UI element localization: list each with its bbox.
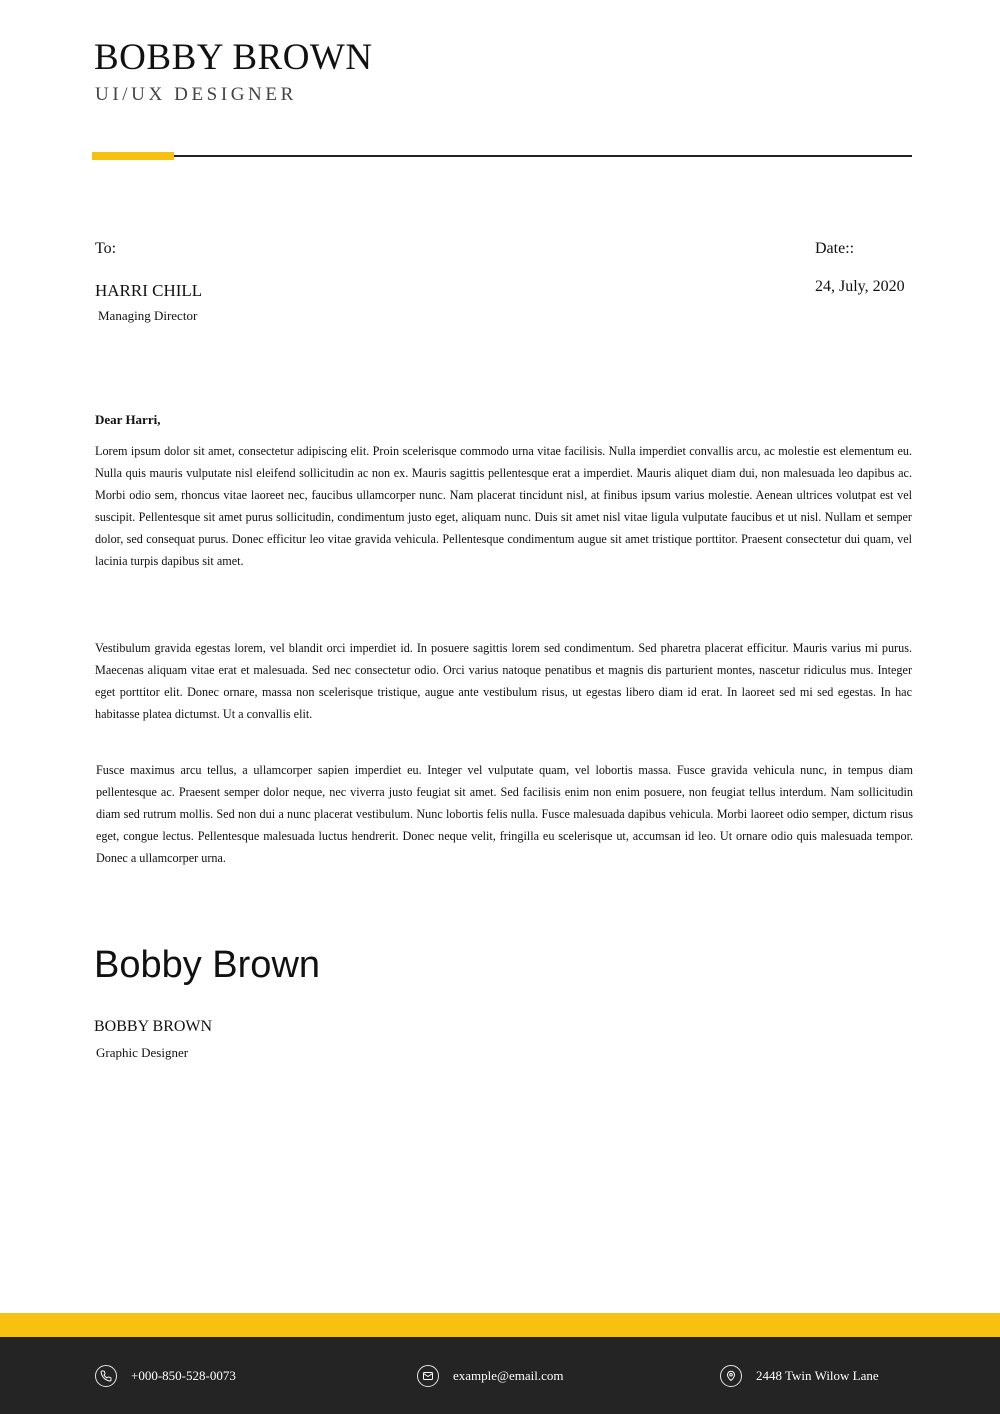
body-paragraph: Vestibulum gravida egestas lorem, vel blandit orci imperdiet id. In posuere sagittis lorem sed condimentum. Sed pharetra placerat efficitur. Mauris varius mi purus. Maecenas aliquam vitae erat et malesuada. Sed nec consectetur odio. Orci varius natoque penatibus et magnis dis parturient montes, nascetur ridiculus mus. Integer eget porttitor elit. Donec ornare, massa non scelerisque tristique, augue ante vestibulum risus, ut egestas libero diam id erat. In laoreet sed mi sed egestas. In hac habitasse platea dictumst. Ut a convallis elit. bbox=[95, 641, 912, 721]
header-name: BOBBY BROWN bbox=[94, 37, 373, 78]
recipient-name: HARRI CHILL bbox=[95, 281, 203, 300]
date-label: Date:: bbox=[815, 240, 855, 257]
contact-phone bbox=[95, 1362, 236, 1390]
signature: Bobby Brown bbox=[94, 944, 321, 986]
contact-email bbox=[417, 1362, 564, 1390]
phone-icon bbox=[95, 1365, 117, 1387]
sender-title: Graphic Designer bbox=[96, 1045, 189, 1060]
contact-email-text: example@email.com bbox=[453, 1368, 564, 1383]
salutation: Dear Harri, bbox=[95, 412, 161, 427]
header-accent-bar bbox=[92, 152, 174, 160]
header-job-title: UI/UX DESIGNER bbox=[95, 84, 297, 105]
date-value: 24, July, 2020 bbox=[815, 278, 905, 295]
contact-address-text: 2448 Twin Wilow Lane bbox=[756, 1368, 879, 1383]
body-paragraph: Lorem ipsum dolor sit amet, consectetur adipiscing elit. Proin scelerisque commodo urna vitae facilisis. Nulla imperdiet convallis arcu, ac molestie est elementum eu. Nulla quis mauris vulputate nisl eleifend sollicitudin ac non ex. Mauris sagittis pellentesque erat a imperdiet. Mauris aliquet diam dui, non malesuada leo dapibus ac. Morbi odio sem, rhoncus vitae laoreet nec, faucibus ullamcorper nunc. Nam placerat tincidunt nisl, at finibus ipsum varius molestie. Aenean ultrices volutpat est vel suscipit. Pellentesque sit amet purus sollicitudin, condimentum justo eget, aliquam nunc. Duis sit amet nisl vitae ligula vulputate faucibus et ut nisl. Nullam et semper dolor, sed consequat purus. Donec efficitur leo vitae gravida vehicula. Pellentesque condimentum augue sit amet tristique porttitor. Praesent consectetur dui quam, vel lacinia turpis dapibus sit amet. bbox=[95, 444, 912, 568]
location-pin-icon bbox=[720, 1365, 742, 1387]
sender-name: BOBBY BROWN bbox=[94, 1018, 213, 1035]
footer-accent-stripe bbox=[0, 1313, 1000, 1337]
to-label: To: bbox=[95, 240, 117, 257]
recipient-title: Managing Director bbox=[98, 308, 198, 323]
contact-address bbox=[720, 1362, 879, 1390]
body-paragraph: Fusce maximus arcu tellus, a ullamcorper sapien imperdiet eu. Integer vel vulputate quam, vel lobortis massa. Fusce gravida vehicula nunc, in tempus diam pellentesque ac. Praesent semper dolor neque, nec viverra justo feugiat sit amet. Sed facilisis enim non enim posuere, non feugiat tellus interdum. Nam sollicitudin diam sed rutrum mollis. Sed non dui a nunc placerat vestibulum. Nunc lobortis felis nulla. Fusce malesuada dapibus vehicula. Morbi laoreet odio semper, dictum risus eget, congue lectus. Pellentesque malesuada luctus hendrerit. Donec neque velit, fringilla eu scelerisque ut, accumsan id leo. Ut ornare odio quis malesuada tempor. Donec a ullamcorper urna. bbox=[96, 763, 913, 865]
header-divider-line bbox=[92, 155, 912, 157]
contact-phone-text: +000-850-528-0073 bbox=[131, 1368, 236, 1383]
envelope-icon bbox=[417, 1365, 439, 1387]
